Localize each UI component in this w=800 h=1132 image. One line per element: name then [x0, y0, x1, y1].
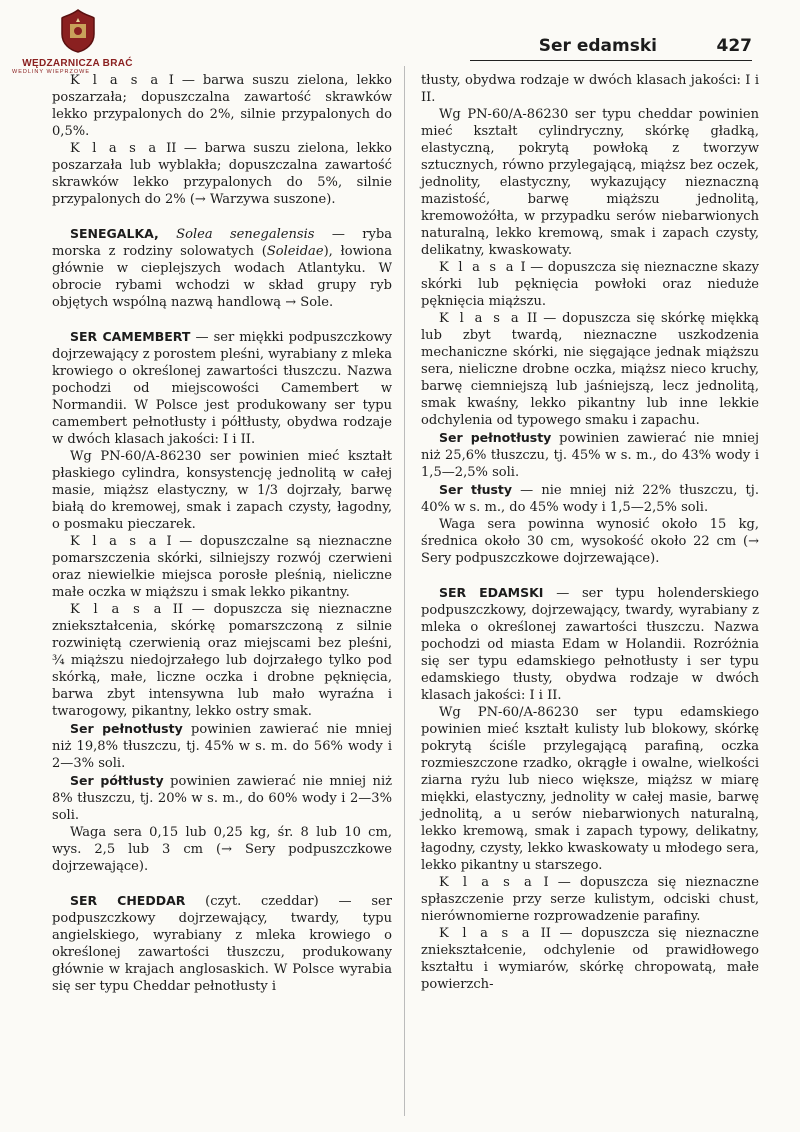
- text-run: K l a s a: [439, 311, 522, 326]
- paragraph: [421, 516, 759, 567]
- text-run: Waga sera powinna wynosić około 15 kg, średnica około 30 cm, wysokość około 22 cm (→ Sery podpuszczkowe dojrzewające).: [421, 517, 759, 566]
- text-run: Solea senegalensis: [158, 227, 315, 242]
- text-run: II — dopuszcza się nieznaczne zniekształcenie, odchylenie od prawidłowego kształtu i wymiarów, skórkę chropowatą, małe powierzch-: [421, 926, 759, 992]
- text-run: I — dopuszczalne są nieznaczne pomarszczenia skórki, silniejszy rozwój czerwieni oraz niewielkie miejsca porosłe pleśnią, nieliczne małe oczka w miąższu i smak lekko pikantny.: [52, 534, 392, 600]
- page-title: Ser edamski: [538, 36, 657, 56]
- text-run: tłusty, obydwa rodzaje w dwóch klasach jakości: I i II.: [421, 73, 759, 105]
- text-run: Wg PN-60/A-86230 ser powinien mieć kształt płaskiego cylindra, konsystencję jednolitą w całej masie, miąższ elastyczny, w 1/3 dojrzały, barwę białą do kremowej, smak i zapach czysty, łagodny, o posmaku pieczarek.: [52, 449, 392, 532]
- paragraph: [421, 72, 759, 106]
- paragraph: [52, 824, 392, 875]
- bold-term: Ser pełnotłusty: [439, 430, 552, 445]
- brand-subtitle: WEDLINY WIEPRZOWE: [12, 69, 91, 75]
- text-run: K l a s a: [439, 875, 535, 890]
- paragraph: [52, 720, 392, 772]
- right-column: [421, 72, 759, 993]
- paragraph: [52, 225, 392, 311]
- paragraph: [52, 72, 392, 140]
- crest-icon: [56, 8, 100, 54]
- entry-headword: SER CAMEMBERT: [70, 329, 191, 344]
- paragraph: [52, 772, 392, 824]
- text-run: powinien zawierać nie mniej niż 19,8% tłuszczu, tj. 45% w s. m. do 56% wody i 2—3% soli.: [52, 722, 393, 771]
- text-run: K l a s a: [70, 141, 159, 156]
- paragraph: [421, 429, 759, 481]
- text-run: II — dopuszcza się nieznaczne zniekształcenia, skórkę pomarszczoną z silnie rozwiniętą czerwienią oraz miejscami bez pleśni, ¾ miąższu niedojrzałego lub dojrzałego tylko pod skórką, małe, liczne oczka i drobne pęknięcia, barwa zbyt intensywna lub mało wyraźna i twarogowy, pikantny, lekko ostry smak.: [52, 602, 392, 719]
- text-run: K l a s a: [439, 926, 532, 941]
- text-run: I — dopuszcza się nieznaczne spłaszczenie przy serze kulistym, odciski chust, nierównomierne rozprowadzenie parafiny.: [421, 875, 759, 924]
- text-run: powinien zawierać nie mniej niż 25,6% tłuszczu, tj. 45% w s. m., do 43% wody i 1,5—2,5% soli.: [421, 431, 759, 480]
- paragraph: [421, 259, 759, 310]
- text-run: Wg PN-60/A-86230 ser typu edamskiego powinien mieć kształt kulisty lub blokowy, skórkę pokrytą ściśle przylegającą parafiną, oczka rozmieszczone rzadko, okrągłe i owalne, wielkości ziarna ryżu lub nieco większe, miąższ w miarę miękki, elastyczny, jednolity w całej masie, barwę jednolitą, a u serów niebarwionych naturalną, lekko kremową, smak i zapach typowy, delikatny, łagodny, czysty, lekko kwaskowaty u młodego sera, lekko pikantny u starszego.: [421, 705, 759, 873]
- column-divider: [404, 66, 405, 1116]
- entry-headword: SER EDAMSKI: [439, 585, 544, 600]
- text-run: — ser miękki podpuszczkowy dojrzewający z porostem pleśni, wyrabiany z mleka krowiego o określonej zawartości tłuszczu. Nazwa pochodzi od miejscowości Camembert w Normandii. W Polsce jest produkowany ser typu camembert pełnotłusty i półtłusty, obydwa rodzaje w dwóch klasach jakości: I i II.: [52, 330, 392, 447]
- text-run: Wg PN-60/A-86230 ser typu cheddar powinien mieć kształt cylindryczny, skórkę gładką, elastyczną, pokrytą powłoką z tworzyw sztucznych, równo przylegającą, miąższ bez oczek, jednolity, elastyczny, wykazujący nieznaczną mazistość, barwę miąższu jednolitą, kremowożółta, w przypadku serów niebarwionych naturalną, lekko kremową, smak i zapach czysty, delikatny, kwaskowaty.: [421, 107, 759, 258]
- text-run: K l a s a: [439, 260, 516, 275]
- paragraph: [421, 584, 759, 704]
- paragraph: [52, 140, 392, 208]
- paragraph: [52, 892, 392, 995]
- text-run: K l a s a: [70, 534, 159, 549]
- paragraph: [421, 310, 759, 429]
- paragraph-gap: [421, 567, 759, 584]
- text-run: ), łowiona głównie w cieplejszych wodach Atlantyku. W obrocie rybami wchodzi w skład grupy ryb objętych wspólną nazwą handlową → Sole.: [52, 244, 392, 310]
- text-run: II — barwa suszu zielona, lekko poszarzała lub wyblakła; dopuszczalna zawartość skrawków lekko przypalonych do 5%, silnie przypalonych do 2% (→ Warzywa suszone).: [52, 141, 392, 207]
- text-run: powinien zawierać nie mniej niż 8% tłuszczu, tj. 20% w s. m., do 60% wody i 2—3% soli.: [52, 774, 393, 823]
- paragraph: [52, 448, 392, 533]
- text-run: K l a s a: [70, 73, 161, 88]
- brand-name: WĘDZARNICZA BRAĆ: [22, 58, 133, 69]
- left-column: [52, 72, 392, 995]
- paragraph: [52, 601, 392, 720]
- text-run: Waga sera 0,15 lub 0,25 kg, śr. 8 lub 10 cm, wys. 2,5 lub 3 cm (→ Sery podpuszczkowe dojrzewające).: [52, 825, 392, 874]
- text-run: I — dopuszcza się nieznaczne skazy skórki lub pęknięcia powłoki oraz nieduże pęknięcia miąższu.: [421, 260, 759, 309]
- bold-term: Ser pełnotłusty: [70, 721, 183, 736]
- bold-term: Ser tłusty: [439, 482, 513, 497]
- paragraph: [421, 874, 759, 925]
- paragraph: [421, 106, 759, 259]
- paragraph: [421, 481, 759, 516]
- text-run: II — dopuszcza się skórkę miękką lub zbyt twardą, nieznaczne uszkodzenia mechaniczne skórki, nie sięgające jednak miąższu sera, nieliczne drobne oczka, miąższ nieco kruchy, barwę ciemniejszą lub jaśniejszą, lecz jednolitą, smak kwaśny, lekko pikantny lub inne lekkie odchylenia od typowego smaku i zapachu.: [421, 311, 759, 428]
- text-run: — nie mniej niż 22% tłuszczu, tj. 40% w s. m., do 45% wody i 1,5—2,5% soli.: [421, 483, 759, 515]
- paragraph-gap: [52, 208, 392, 225]
- text-run: Soleidae: [266, 244, 324, 259]
- paragraph-gap: [52, 875, 392, 892]
- text-run: (czyt. czeddar) — ser podpuszczkowy dojrzewający, twardy, typu angielskiego, wyrabiany z mleka krowiego o określonej zawartości tłuszczu, produkowany głównie w krajach anglosaskich. W Polsce wyrabia się ser typu Cheddar pełnotłusty i: [52, 894, 392, 994]
- paragraph: [52, 533, 392, 601]
- text-run: — ryba morska z rodziny solowatych (: [52, 227, 392, 259]
- text-run: I — barwa suszu zielona, lekko poszarzała; dopuszczalna zawartość skrawków lekko przypalonych do 2%, silnie przypalonych do 0,5%.: [52, 73, 393, 139]
- page-number: 427: [716, 36, 752, 56]
- bold-term: Ser półtłusty: [70, 773, 164, 788]
- paragraph-gap: [52, 311, 392, 328]
- text-run: — ser typu holenderskiego podpuszczkowy, dojrzewający, twardy, wyrabiany z mleka o określonej zawartości tłuszczu. Nazwa pochodzi od miasta Edam w Holandii. Rozróżnia się ser typu edamskiego pełnotłusty i ser typu edamskiego tłusty, obydwa rodzaje w dwóch klasach jakości: I i II.: [421, 586, 759, 703]
- entry-headword: SER CHEDDAR: [70, 893, 186, 908]
- paragraph: [421, 925, 759, 993]
- paragraph: [52, 328, 392, 448]
- running-header: [470, 36, 752, 61]
- entry-headword: SENEGALKA,: [70, 226, 159, 241]
- text-run: K l a s a: [70, 602, 164, 617]
- paragraph: [421, 704, 759, 874]
